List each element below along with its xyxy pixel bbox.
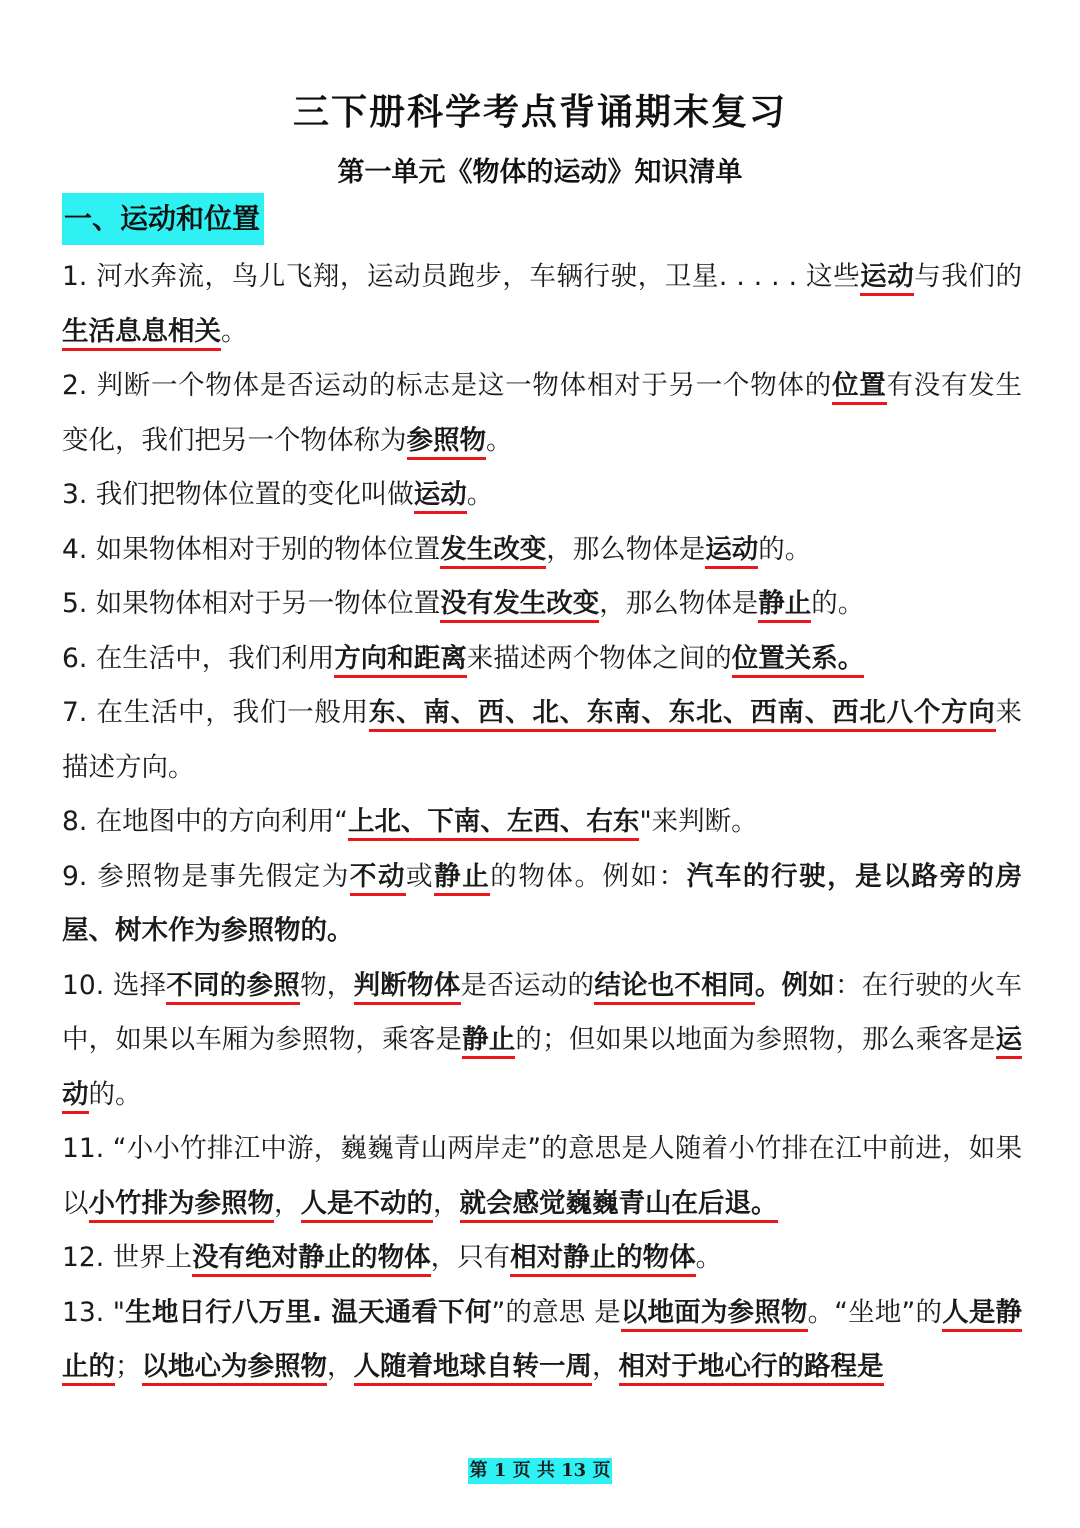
item-text: 11. “小小竹排江中游，巍巍青山两岸走”的意思是人随着小竹排在江中前进，如果以 [62, 1133, 1022, 1219]
key-term: 人是不动的 [301, 1188, 434, 1223]
key-term: 没有绝对静止的物体 [192, 1242, 431, 1277]
key-term: 结论也不相同 [594, 970, 755, 1005]
item-text: 4. 如果物体相对于别的物体位置 [62, 533, 441, 565]
list-item [62, 1231, 1022, 1286]
item-text: ，那么物体是 [599, 588, 759, 619]
item-text: "来判断。 [639, 806, 758, 837]
key-term: 没有发生改变 [440, 588, 599, 623]
list-item [62, 1286, 1022, 1395]
list-item [62, 523, 1022, 578]
key-term: 上北、下南、左西、右东 [348, 806, 640, 841]
key-term: 判断物体 [354, 970, 461, 1005]
item-text: ，那么物体是 [546, 533, 706, 565]
list-item [62, 577, 1022, 632]
item-text: 9. 参照物是事先假定为 [62, 860, 350, 892]
item-text: ， [327, 1351, 354, 1382]
bold-text: 生地日行八万里. 温天通看下何 [124, 1296, 492, 1328]
key-term: 运动 [414, 479, 467, 514]
key-term: 就会感觉巍巍青山在后退。 [460, 1188, 778, 1223]
item-text: ：在行驶的火车中，如果以车厢为参照物，乘客是 [62, 969, 1023, 1055]
key-term: 参照物 [407, 425, 487, 460]
key-term: 位置 [832, 370, 887, 405]
list-item [62, 1122, 1022, 1231]
key-term: 运动 [705, 534, 758, 569]
page-title: 三下册科学考点背诵期末复习 [292, 92, 787, 133]
list-item [62, 959, 1022, 1123]
item-text: 。 [695, 1242, 723, 1273]
key-term: 小竹排为参照物 [89, 1188, 275, 1223]
item-text: 有没有发生变化，我们把另一个物体称为 [62, 370, 1023, 456]
item-text: 来描述方向。 [62, 697, 1022, 783]
item-text: 6. 在生活中，我们利用 [62, 642, 335, 674]
item-text: ， [433, 1187, 460, 1219]
key-term: 位置关系。 [732, 643, 865, 678]
key-term: 发生改变 [440, 534, 546, 569]
item-text: 。 [486, 424, 513, 456]
bold-text: 。例如 [754, 969, 836, 1001]
knowledge-list [62, 250, 1022, 1395]
item-text: 的。 [88, 1078, 142, 1110]
key-term: 人是静止的 [62, 1297, 1022, 1387]
item-text: ， [592, 1351, 619, 1382]
key-term: 方向和距离 [334, 643, 467, 678]
item-text: 物， [300, 969, 354, 1001]
key-term: 不同的参照 [166, 970, 300, 1005]
item-text: ，只有 [430, 1242, 511, 1273]
list-item [62, 795, 1022, 850]
item-text: ； [115, 1351, 142, 1382]
item-text: 是否运动的 [460, 969, 595, 1001]
key-term: 静止 [462, 1024, 515, 1059]
key-term: 东、南、西、北、东南、东北、西南、西北八个方向 [369, 697, 996, 732]
item-text: 来描述两个物体之间的 [466, 642, 732, 674]
item-text: 与我们的 [914, 261, 1023, 292]
item-text: 的。 [758, 533, 812, 565]
item-text: 7. 在生活中，我们一般用 [62, 697, 369, 728]
key-term: 运动 [62, 1024, 1022, 1114]
item-text: 2. 判断一个物体是否运动的标志是这一物体相对于另一个物体的 [62, 370, 833, 401]
item-text: 。 [221, 315, 248, 347]
page-subtitle: 第一单元《物体的运动》知识清单 [337, 157, 743, 188]
item-text: 5. 如果物体相对于另一物体位置 [62, 588, 441, 619]
key-term: 以地面为参照物 [621, 1297, 808, 1332]
key-term: 静止 [434, 861, 490, 896]
list-item [62, 250, 1022, 359]
section-heading: 一、运动和位置 [62, 193, 264, 245]
item-text: 。 [466, 479, 494, 510]
item-text: 12. 世界上 [62, 1242, 193, 1273]
key-term: 生活息息相关 [62, 316, 221, 351]
item-text: ， [274, 1187, 301, 1219]
item-text: 或 [406, 860, 435, 892]
list-item [62, 632, 1022, 687]
item-text: ”的意思 是 [491, 1296, 621, 1328]
key-term: 相对于地心行的路程是 [619, 1351, 884, 1386]
key-term: 运动 [860, 261, 914, 296]
item-text: 8. 在地图中的方向利用“ [62, 806, 348, 837]
item-text: 10. 选择 [62, 969, 167, 1001]
list-item [62, 468, 1022, 523]
item-text: 。“坐地”的 [807, 1296, 943, 1328]
list-item [62, 850, 1022, 959]
key-term: 静止 [758, 588, 811, 623]
item-text: 的；但如果以地面为参照物，那么乘客是 [515, 1024, 996, 1055]
item-text: 3. 我们把物体位置的变化叫做 [62, 479, 414, 510]
item-text: 13. " [62, 1296, 125, 1328]
page-number: 第 1 页 共 13 页 [468, 1458, 613, 1484]
list-item [62, 359, 1022, 468]
item-text: 的物体。例如： [490, 860, 687, 892]
item-text: 1. 河水奔流，鸟儿飞翔，运动员跑步，车辆行驶，卫星. . . . . 这些 [62, 261, 861, 292]
item-text: 的。 [811, 588, 865, 619]
key-term: 以地心为参照物 [142, 1351, 328, 1386]
bold-text: 汽车的行驶，是以路旁的房屋、树木作为参照物的。 [62, 860, 1023, 946]
key-term: 不动 [350, 861, 406, 896]
page-footer [0, 1458, 1080, 1484]
list-item [62, 686, 1022, 795]
key-term: 人随着地球自转一周 [354, 1351, 593, 1386]
key-term: 相对静止的物体 [510, 1242, 696, 1277]
